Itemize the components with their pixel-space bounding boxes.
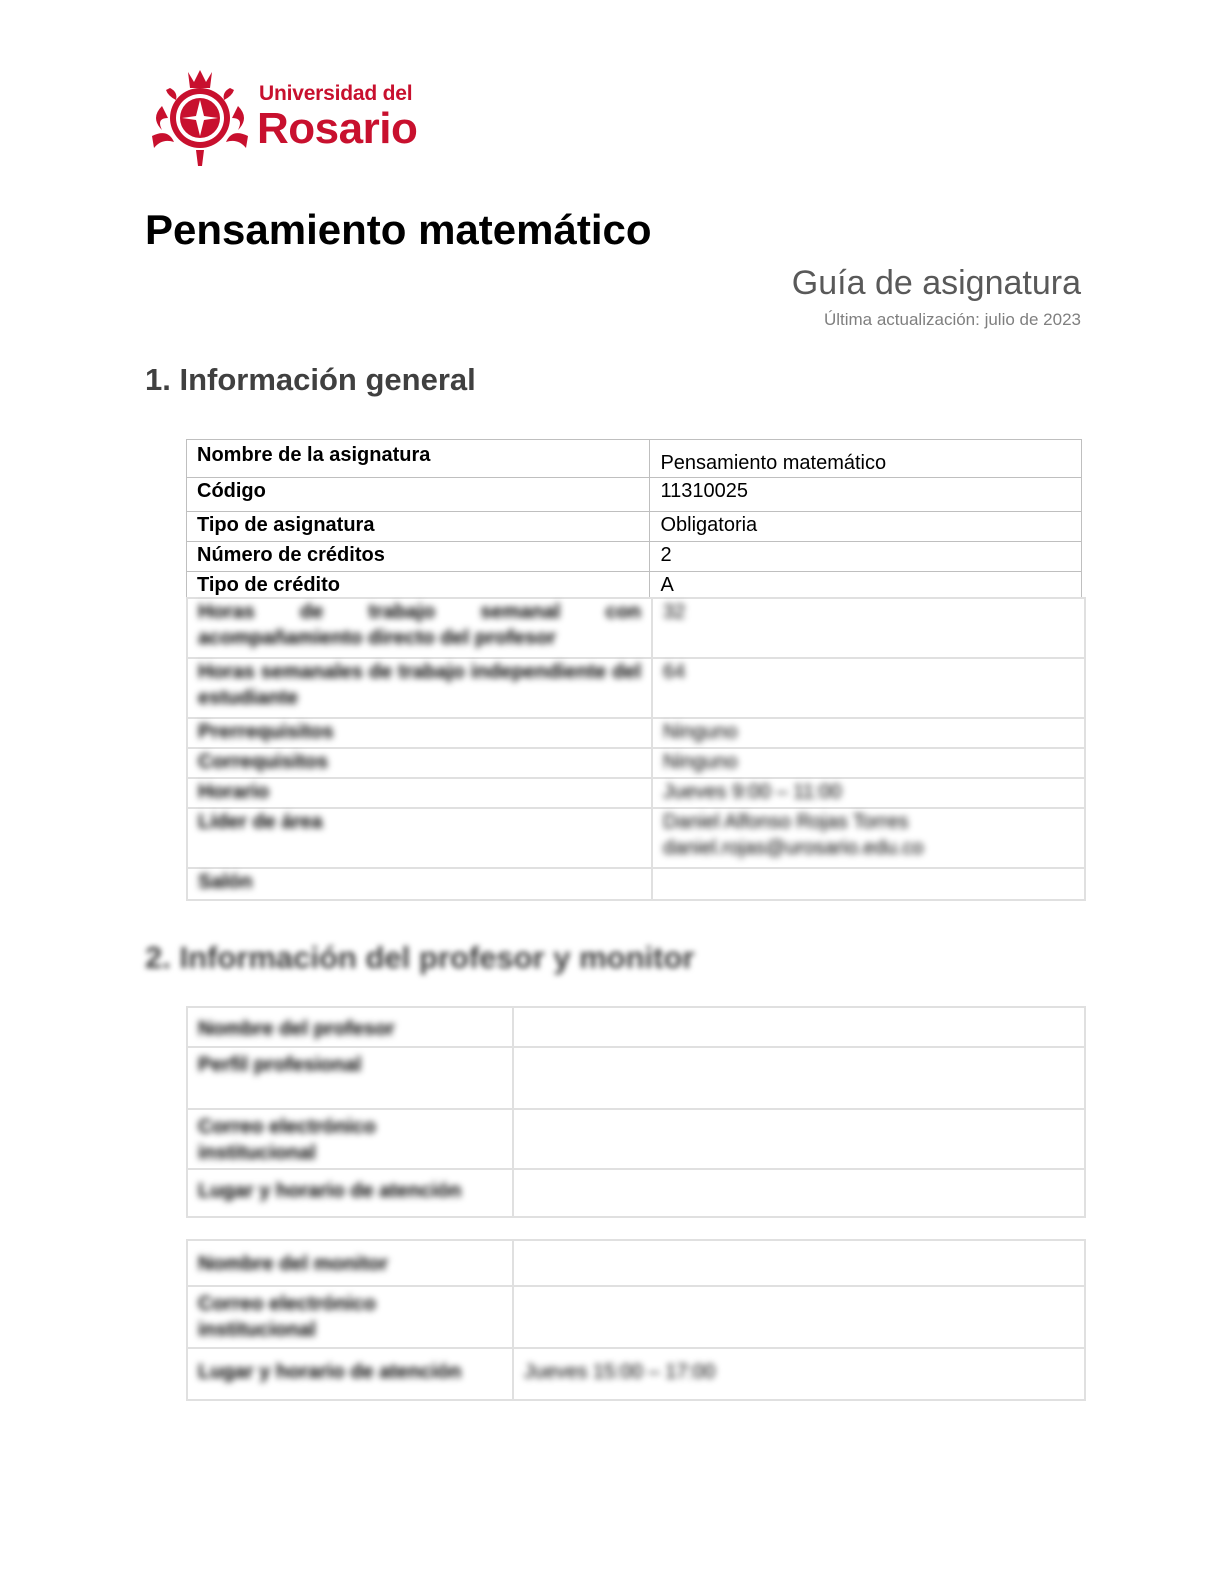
section-heading-general-info: 1. Información general: [145, 362, 476, 397]
row-label: Horas semanales de trabajo independiente del estudiante: [187, 658, 652, 718]
row-value: 11310025: [650, 478, 1082, 512]
table-row: [187, 512, 1082, 542]
table-row: [187, 1047, 1085, 1109]
professor-table: [186, 1006, 1086, 1218]
last-updated: Última actualización: julio de 2023: [823, 310, 1081, 329]
table-row: [187, 1286, 1085, 1348]
table-row: [187, 542, 1082, 572]
row-label: Salón: [187, 868, 652, 900]
row-label: Número de créditos: [187, 542, 650, 572]
table-row: [187, 658, 1085, 718]
table-row: [187, 440, 1082, 478]
row-value: A: [650, 572, 1082, 599]
row-value: Jueves 9:00 – 11:00: [652, 778, 1085, 808]
row-label: Nombre del monitor: [187, 1240, 513, 1286]
table-row: [187, 778, 1085, 808]
row-value: Pensamiento matemático: [650, 440, 1082, 478]
table-row: [187, 718, 1085, 748]
area-leader-email: daniel.rojas@urosario.edu.co: [663, 837, 924, 859]
table-row: [187, 478, 1082, 512]
table-row: [187, 572, 1082, 599]
area-leader-name: Daniel Alfonso Rojas Torres: [663, 811, 909, 833]
document-subtitle: Guía de asignatura: [791, 264, 1081, 302]
row-label: Tipo de crédito: [187, 572, 650, 599]
row-value: 64: [652, 658, 1085, 718]
row-label: Nombre de la asignatura: [187, 440, 650, 478]
row-label: Tipo de asignatura: [187, 512, 650, 542]
row-value: [513, 1047, 1085, 1109]
table-row: [187, 1169, 1085, 1217]
row-label: Perfil profesional: [187, 1047, 513, 1109]
row-label: Código: [187, 478, 650, 512]
row-value: [652, 868, 1085, 900]
row-label: Correo electrónico institucional: [187, 1286, 513, 1348]
table-row: [187, 1240, 1085, 1286]
table-row: [187, 1007, 1085, 1047]
row-label: Líder de área: [187, 808, 652, 868]
row-value: [513, 1169, 1085, 1217]
row-value: Jueves 15:00 – 17:00: [513, 1348, 1085, 1400]
row-value: [513, 1109, 1085, 1169]
monitor-table: [186, 1239, 1086, 1401]
row-value: [652, 808, 1085, 868]
rosario-seal-icon: [148, 66, 252, 168]
row-value: 32: [652, 598, 1085, 658]
row-value: [513, 1240, 1085, 1286]
table-row: [187, 1348, 1085, 1400]
row-label: Prerrequisitos: [187, 718, 652, 748]
table-row: [187, 598, 1085, 658]
row-label: Lugar y horario de atención: [187, 1348, 513, 1400]
section-heading-professor-info: 2. Información del profesor y monitor: [145, 940, 695, 975]
table-row: [187, 748, 1085, 778]
row-label: Horas de trabajo semanal con acompañamiento directo del profesor: [187, 598, 652, 658]
row-label: Horario: [187, 778, 652, 808]
general-info-table-continued: [186, 597, 1086, 901]
table-row: [187, 808, 1085, 868]
row-value: [513, 1286, 1085, 1348]
row-label: Nombre del profesor: [187, 1007, 513, 1047]
university-logo: [148, 66, 418, 168]
logo-line-university: Universidad del: [259, 82, 413, 105]
row-value: Ninguno: [652, 718, 1085, 748]
row-value: Obligatoria: [650, 512, 1082, 542]
general-info-table: [186, 439, 1082, 599]
row-value: Ninguno: [652, 748, 1085, 778]
row-label: Lugar y horario de atención: [187, 1169, 513, 1217]
row-label: Correquisitos: [187, 748, 652, 778]
table-row: [187, 1109, 1085, 1169]
page-title: Pensamiento matemático: [145, 206, 652, 253]
row-label: Correo electrónico institucional: [187, 1109, 513, 1169]
table-row: [187, 868, 1085, 900]
logo-line-rosario: Rosario: [257, 104, 418, 153]
row-value: 2: [650, 542, 1082, 572]
row-value: [513, 1007, 1085, 1047]
